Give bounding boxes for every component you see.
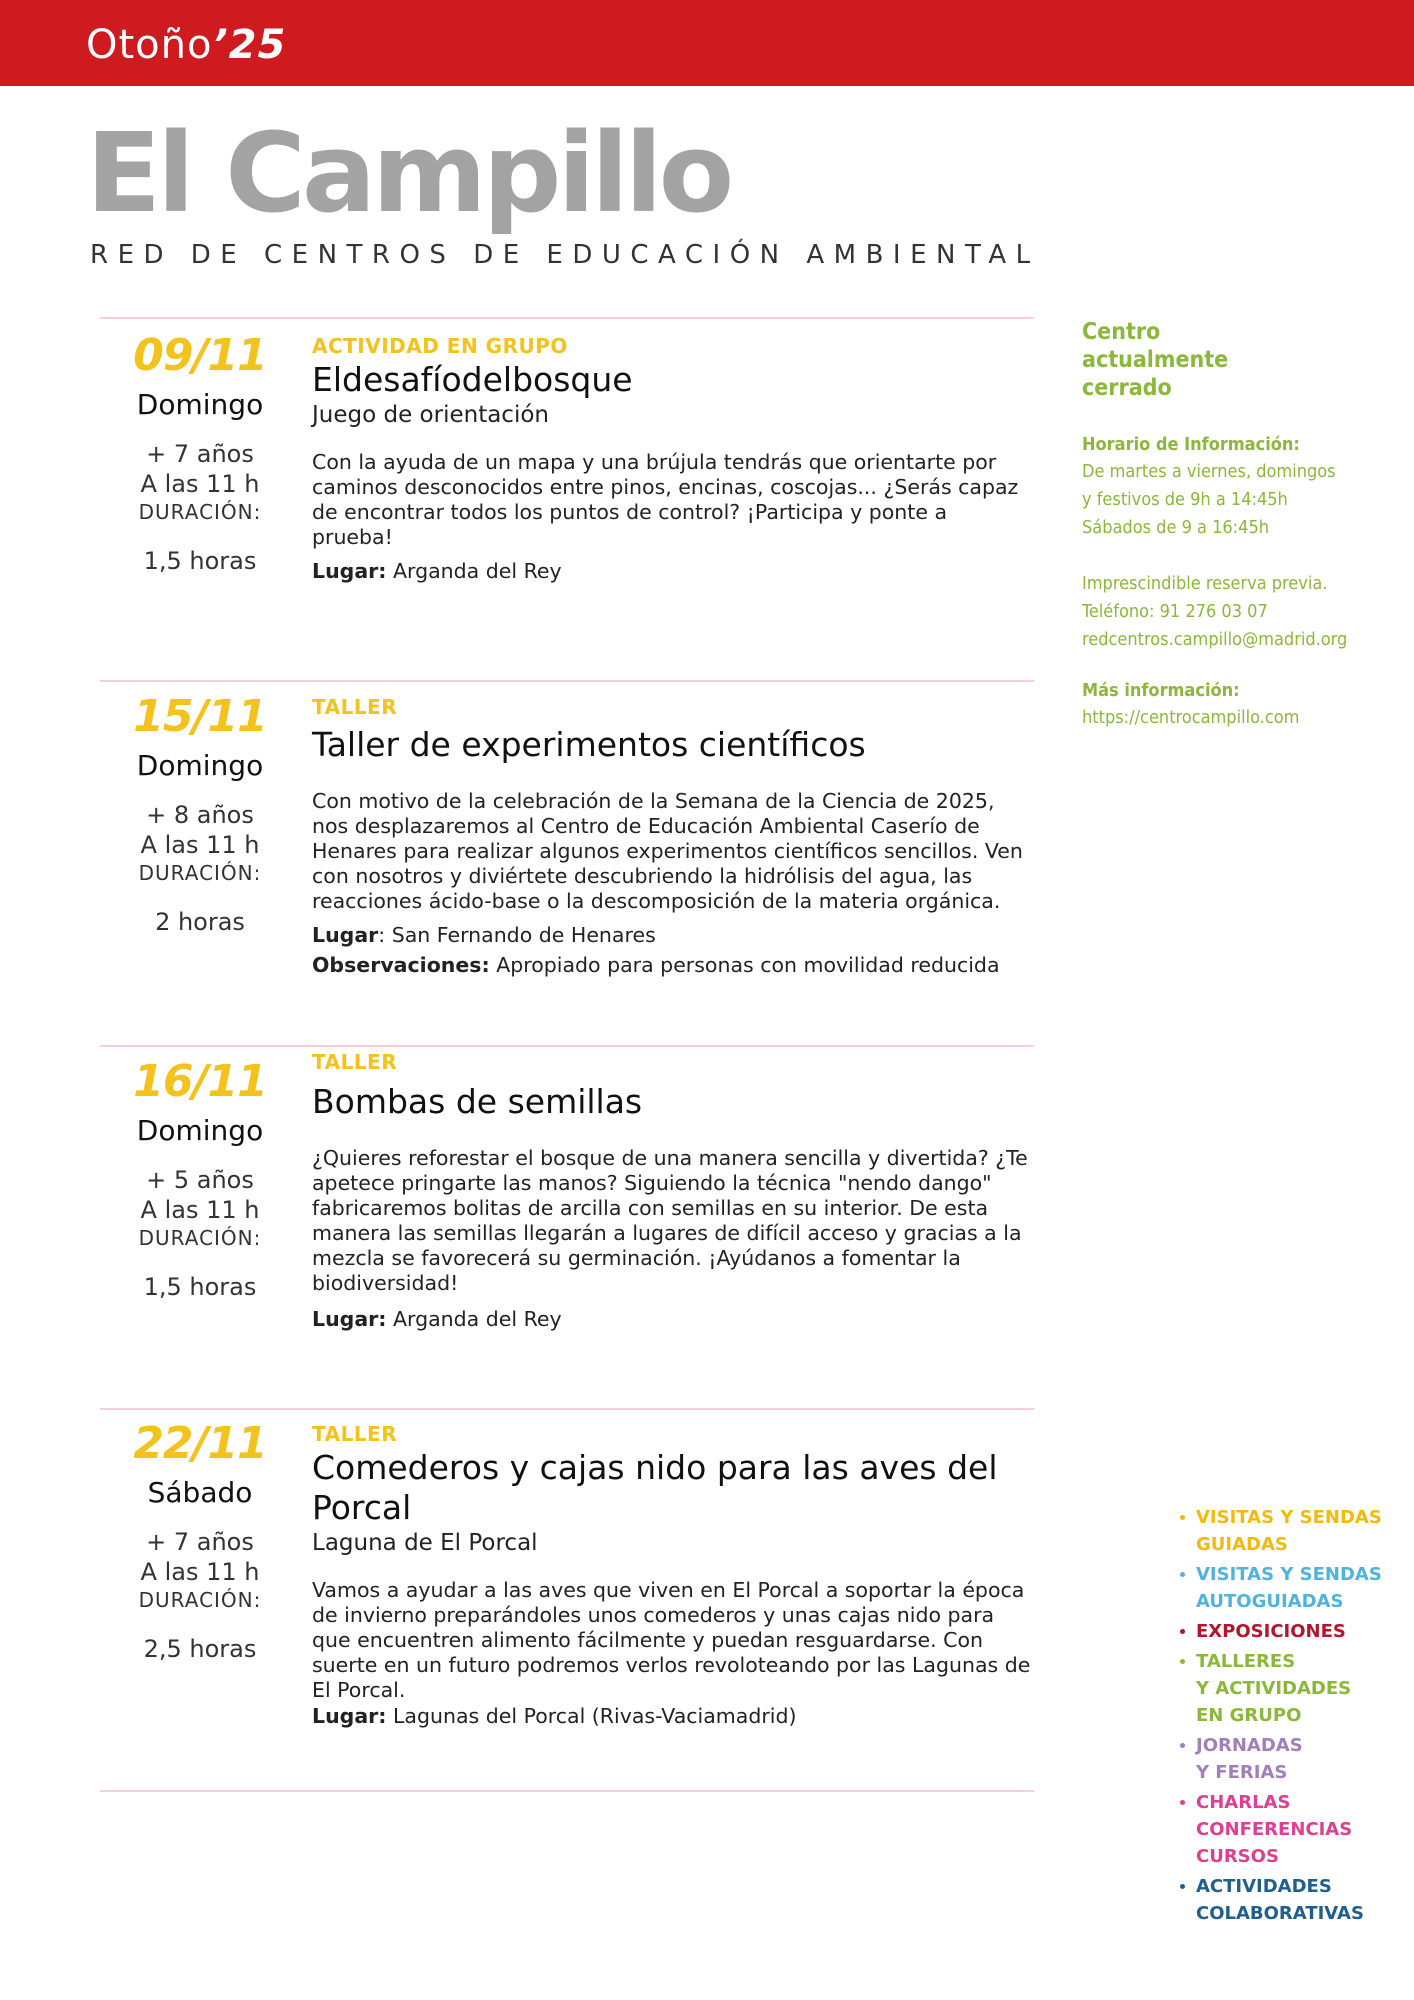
event-place — [312, 558, 1032, 584]
event-schedule — [100, 1056, 300, 1301]
event-title: Bombas de semillas — [312, 1082, 643, 1121]
legend-label: Y ACTIVIDADES — [1196, 1678, 1352, 1699]
event-description: Con la ayuda de un mapa y una brújula tendrás que orientarte por caminos desconocidos entre pinos, encinas, coscojas... ¿Serás capaz de encontrar todos los puntos de control? ¡Participa y ponte a prueba! — [312, 450, 1019, 549]
legend-label: JORNADAS — [1196, 1735, 1303, 1756]
bullet-icon — [1180, 1884, 1185, 1889]
hours-heading: Horario de Información: — [1082, 434, 1300, 455]
event-details — [312, 1422, 1032, 1729]
event-description: ¿Quieres reforestar el bosque de una manera sencilla y divertida? ¿Te apetece pringarte las manos? Siguiendo la técnica "nendo dango" fabricaremos bolitas de arcilla con semillas en su interior. De esta manera las semillas llegarán a lugares de difícil acceso y gracias a la mezcla se favorecerá su germinación. ¡Ayúdanos a fomentar la biodiversidad! — [312, 1146, 1028, 1295]
event-date: 15/11 — [133, 691, 267, 742]
event-weekday: Sábado — [147, 1476, 253, 1509]
legend-item — [1180, 1618, 1400, 1645]
place-label: Lugar: — [312, 1704, 387, 1728]
hours-line: Sábados de 9 a 16:45h — [1082, 517, 1270, 538]
legend-item — [1180, 1873, 1400, 1927]
divider — [100, 1045, 1034, 1047]
legend-label: CONFERENCIAS — [1196, 1819, 1353, 1840]
divider — [100, 1790, 1034, 1792]
event-age: + 8 años — [146, 801, 254, 829]
brand-title: El Campillo — [86, 109, 731, 237]
event-time: A las 11 h — [140, 470, 260, 498]
event-title: Eldesafíodelbosque — [312, 360, 633, 399]
event-title: Comederos y cajas nido para las aves del Porcal — [312, 1448, 998, 1527]
legend-item — [1180, 1789, 1400, 1870]
event-age: + 7 años — [146, 440, 254, 468]
status-line: Centro — [1082, 319, 1161, 345]
event-date: 09/11 — [133, 330, 267, 381]
event-duration: 2,5 horas — [143, 1635, 257, 1663]
place-label: Lugar: — [312, 1307, 387, 1331]
legend-label: ACTIVIDADES — [1196, 1876, 1332, 1897]
status-line: actualmente — [1082, 347, 1229, 373]
booking-line: Imprescindible reserva previa. — [1082, 573, 1328, 594]
event-category: TALLER — [312, 695, 398, 719]
season-word: Otoño — [86, 22, 213, 68]
booking-info — [1082, 570, 1382, 654]
event-observations — [312, 952, 1032, 978]
place-value: Arganda del Rey — [386, 559, 562, 583]
event-title: Taller de experimentos científicos — [312, 725, 866, 764]
event-date: 22/11 — [133, 1418, 267, 1469]
event-details — [312, 695, 1032, 978]
brand-subtitle: RED DE CENTROS DE EDUCACIÓN AMBIENTAL — [90, 240, 1040, 270]
legend-label: VISITAS Y SENDAS — [1196, 1564, 1382, 1585]
event-weekday: Domingo — [136, 749, 264, 782]
event-place — [312, 1306, 1032, 1332]
event-duration: 1,5 horas — [143, 1273, 257, 1301]
event-duration: 2 horas — [155, 908, 245, 936]
phone-number: Teléfono: 91 276 03 07 — [1082, 601, 1268, 622]
event-weekday: Domingo — [136, 388, 264, 421]
website-link[interactable]: https://centrocampillo.com — [1082, 707, 1300, 728]
legend-item — [1180, 1504, 1400, 1558]
bullet-icon — [1180, 1515, 1185, 1520]
hours-line: De martes a viernes, domingos — [1082, 461, 1336, 482]
place-label: Lugar: — [312, 559, 387, 583]
event-age: + 5 años — [146, 1166, 254, 1194]
activity-type-legend — [1180, 1504, 1400, 1930]
event-duration: 1,5 horas — [143, 547, 257, 575]
event-place — [312, 1703, 1032, 1729]
event-description: Vamos a ayudar a las aves que viven en El Porcal a soportar la época de invierno preparándoles unos comederos y unas cajas nido para que encuentren alimento fácilmente y puedan resguardarse. Con suerte en un futuro podremos verlos revoloteando por las Lagunas de El Porcal. — [312, 1578, 1031, 1702]
event-category: ACTIVIDAD EN GRUPO — [312, 334, 568, 358]
legend-label: VISITAS Y SENDAS — [1196, 1507, 1382, 1528]
event-schedule — [100, 330, 300, 575]
divider — [100, 1408, 1034, 1410]
event-weekday: Domingo — [136, 1114, 264, 1147]
event-time: A las 11 h — [140, 1558, 260, 1586]
legend-label: TALLERES — [1196, 1651, 1296, 1672]
event-place — [312, 922, 1032, 948]
legend-label: CHARLAS — [1196, 1792, 1291, 1813]
legend-label: CURSOS — [1196, 1846, 1279, 1867]
event-schedule — [100, 691, 300, 936]
duration-label: DURACIÓN: — [138, 500, 262, 524]
duration-label: DURACIÓN: — [138, 1588, 262, 1612]
email-link[interactable]: redcentros.campillo@madrid.org — [1082, 629, 1348, 650]
season-label — [86, 22, 286, 68]
status-line: cerrado — [1082, 375, 1172, 401]
place-value: : San Fernando de Henares — [378, 923, 656, 947]
legend-label: EXPOSICIONES — [1196, 1621, 1346, 1642]
event-details — [312, 1050, 1032, 1332]
legend-item — [1180, 1648, 1400, 1729]
event-category: TALLER — [312, 1422, 398, 1446]
legend-label: AUTOGUIADAS — [1196, 1591, 1344, 1612]
duration-label: DURACIÓN: — [138, 1226, 262, 1250]
legend-label: EN GRUPO — [1196, 1705, 1302, 1726]
bullet-icon — [1180, 1572, 1185, 1577]
legend-label: GUIADAS — [1196, 1534, 1288, 1555]
center-status — [1082, 318, 1382, 402]
place-value: Lagunas del Porcal (Rivas-Vaciamadrid) — [386, 1704, 797, 1728]
bullet-icon — [1180, 1800, 1185, 1805]
legend-item — [1180, 1732, 1400, 1786]
event-schedule — [100, 1418, 300, 1663]
season-header-bar — [0, 0, 1414, 86]
observations-value: Apropiado para personas con movilidad reducida — [489, 953, 1000, 977]
place-label: Lugar — [312, 923, 379, 947]
bullet-icon — [1180, 1629, 1185, 1634]
divider — [100, 680, 1034, 682]
legend-item — [1180, 1561, 1400, 1615]
event-date: 16/11 — [133, 1056, 267, 1107]
bullet-icon — [1180, 1659, 1185, 1664]
season-year: ’25 — [212, 22, 287, 68]
event-time: A las 11 h — [140, 831, 260, 859]
legend-label: COLABORATIVAS — [1196, 1903, 1364, 1924]
hours-line: y festivos de 9h a 14:45h — [1082, 489, 1288, 510]
bullet-icon — [1180, 1743, 1185, 1748]
event-subtitle: Juego de orientación — [312, 402, 549, 428]
observations-label: Observaciones: — [312, 953, 490, 977]
event-time: A las 11 h — [140, 1196, 260, 1224]
duration-label: DURACIÓN: — [138, 861, 262, 885]
center-info-panel — [1082, 318, 1382, 732]
place-value: Arganda del Rey — [386, 1307, 562, 1331]
event-age: + 7 años — [146, 1528, 254, 1556]
event-description: Con motivo de la celebración de la Semana de la Ciencia de 2025, nos desplazaremos al Centro de Educación Ambiental Caserío de Henares para realizar algunos experimentos científicos sencillos. Ven con nosotros y diviértete descubriendo la hidrólisis del agua, las reacciones ácido-base o la descomposición de la materia orgánica. — [312, 789, 1023, 913]
divider — [100, 317, 1034, 319]
event-subtitle: Laguna de El Porcal — [312, 1530, 538, 1556]
more-info-heading: Más información: — [1082, 680, 1240, 701]
legend-label: Y FERIAS — [1196, 1762, 1288, 1783]
event-details — [312, 334, 1032, 584]
event-category: TALLER — [312, 1050, 398, 1074]
